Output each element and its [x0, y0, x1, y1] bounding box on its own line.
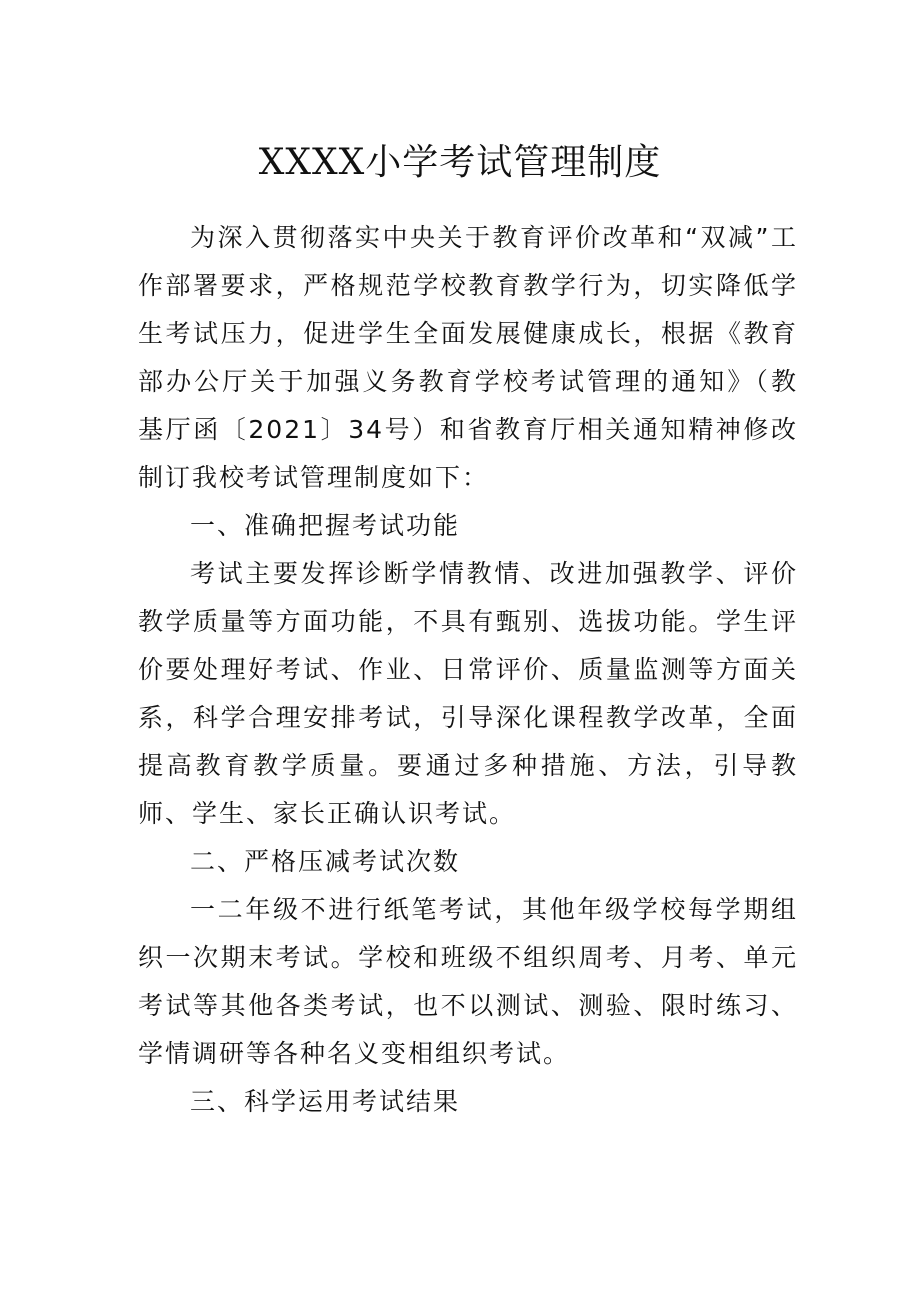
document-title: XXXX小学考试管理制度 [258, 142, 662, 183]
section-body-1: 考试主要发挥诊断学情教情、改进加强教学、评价教学质量等方面功能，不具有甄别、选拔功能。学生评价要处理好考试、作业、日常评价、质量监测等方面关系，科学合理安排考试，引导深化课程教学改革，全面提高教育教学质量。要通过多种措施、方法，引导教师、学生、家长正确认识考试。 [138, 559, 798, 828]
section-body-2: 一二年级不进行纸笔考试，其他年级学校每学期组织一次期末考试。学校和班级不组织周考、月考、单元考试等其他各类考试，也不以测试、测验、限时练习、学情调研等各种名义变相组织考试。 [138, 895, 798, 1068]
section-heading-2: 二、严格压减考试次数 [190, 847, 461, 876]
section-heading-3: 三、科学运用考试结果 [190, 1087, 461, 1116]
document-body [138, 214, 798, 1126]
section-heading-1: 一、准确把握考试功能 [190, 511, 461, 540]
intro-paragraph: 为深入贯彻落实中央关于教育评价改革和“双减”工作部署要求，严格规范学校教育教学行为，切实降低学生考试压力，促进学生全面发展健康成长，根据《教育部办公厅关于加强义务教育学校考试管理的通知》（教基厅函〔2021〕34号）和省教育厅相关通知精神修改制订我校考试管理制度如下： [138, 223, 798, 492]
